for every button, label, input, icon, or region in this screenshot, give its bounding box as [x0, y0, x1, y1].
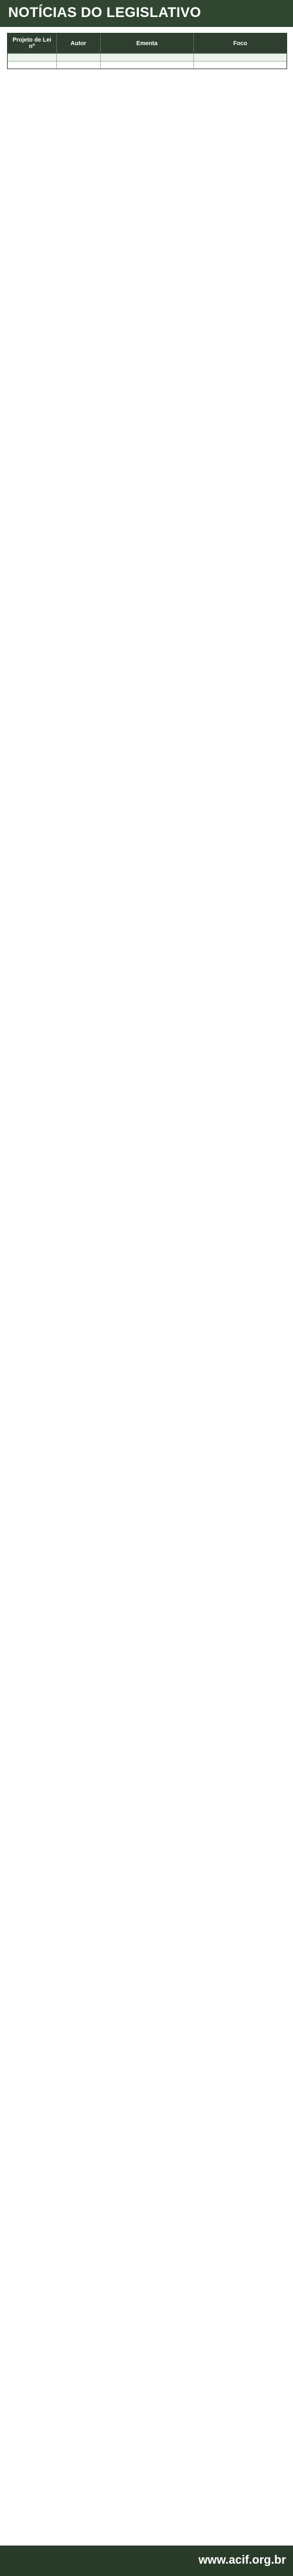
bill-table-head	[8, 33, 287, 54]
cell-focus	[193, 62, 287, 69]
cell-summary	[100, 54, 193, 62]
cell-summary	[100, 62, 193, 69]
column-header-summary: Ementa	[100, 33, 193, 54]
cell-bill-number	[8, 62, 56, 69]
bill-table-wrapper	[7, 33, 287, 69]
bill-table-body	[8, 54, 287, 69]
page-title: NOTÍCIAS DO LEGISLATIVO	[8, 5, 202, 21]
table-row	[8, 54, 287, 62]
cell-focus	[193, 54, 287, 62]
cell-author	[56, 54, 100, 62]
cell-bill-number	[8, 54, 56, 62]
content-area	[0, 27, 293, 69]
column-header-focus: Foco	[193, 33, 287, 54]
masthead	[0, 0, 293, 27]
cell-author	[56, 62, 100, 69]
bill-table-header-row	[8, 33, 287, 54]
table-row	[8, 62, 287, 69]
footer-url: www.acif.org.br	[198, 2554, 286, 2567]
column-header-bill-number: Projeto de Lei nº	[8, 33, 56, 54]
footer	[0, 2546, 293, 2576]
column-header-author: Autor	[56, 33, 100, 54]
bill-table	[8, 33, 287, 69]
